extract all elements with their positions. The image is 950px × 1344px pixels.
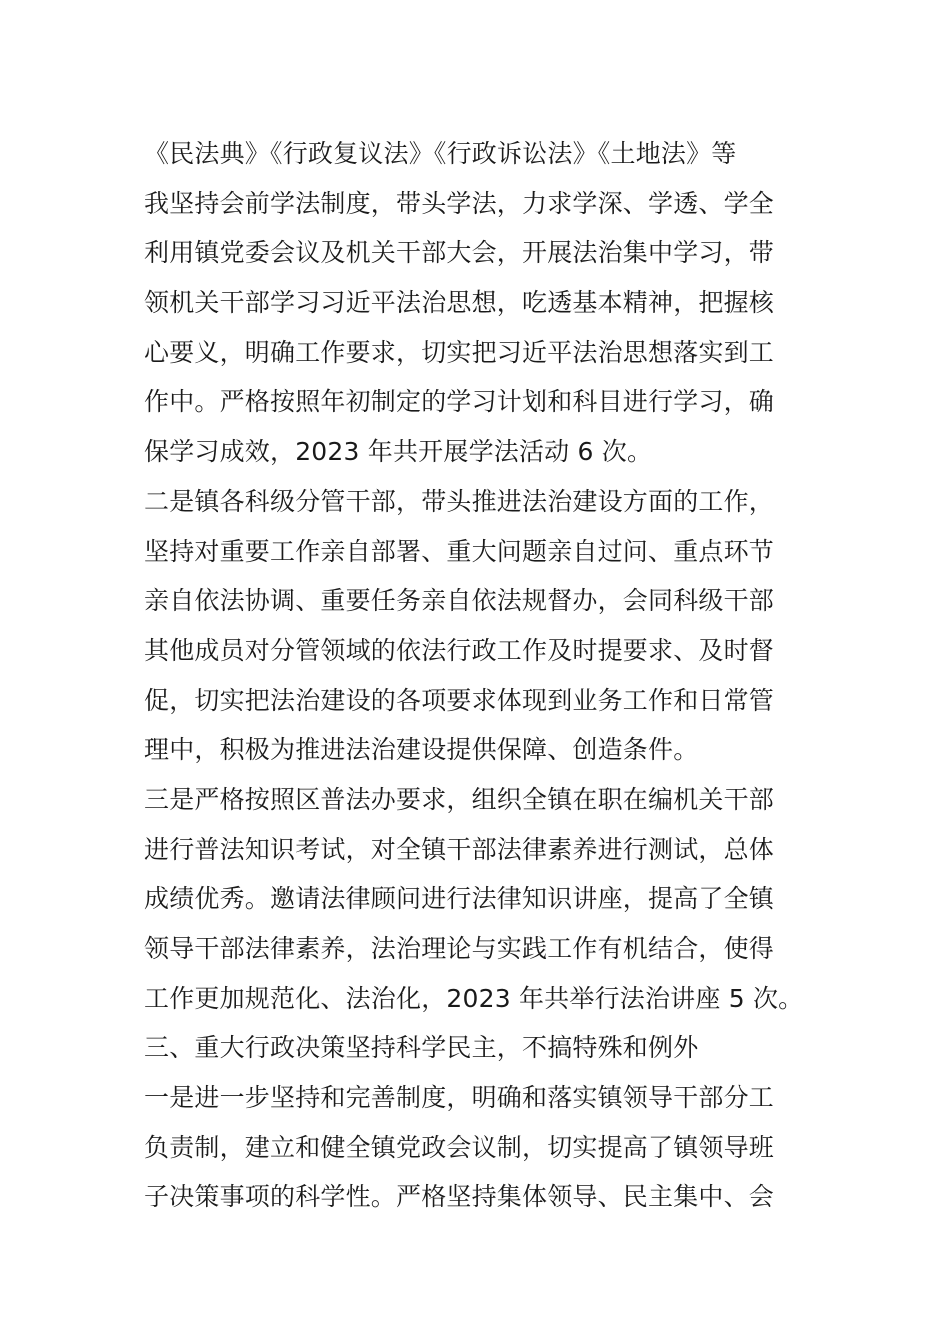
text-line: 工作更加规范化、法治化，2023 年共举行法治讲座 5 次。 xyxy=(144,983,804,1013)
text-line: 保学习成效，2023 年共开展学法活动 6 次。 xyxy=(144,437,653,467)
text-line: 其他成员对分管领域的依法行政工作及时提要求、及时督 xyxy=(144,635,775,665)
section-heading: 三、重大行政决策坚持科学民主，不搞特殊和例外 xyxy=(144,1033,699,1063)
text-line: 进行普法知识考试，对全镇干部法律素养进行测试，总体 xyxy=(144,834,775,864)
text-line: 一是进一步坚持和完善制度，明确和落实镇领导干部分工 xyxy=(144,1083,775,1113)
text-line: 亲自依法协调、重要任务亲自依法规督办，会同科级干部 xyxy=(144,586,775,616)
text-line: 负责制，建立和健全镇党政会议制，切实提高了镇领导班 xyxy=(144,1132,775,1162)
text-line: 三是严格按照区普法办要求，组织全镇在职在编机关干部 xyxy=(144,784,775,814)
text-line: 领机关干部学习习近平法治思想，吃透基本精神，把握核 xyxy=(144,288,775,318)
text-line: 成绩优秀。邀请法律顾问进行法律知识讲座，提高了全镇 xyxy=(144,884,775,914)
text-line: 坚持对重要工作亲自部署、重大问题亲自过问、重点环节 xyxy=(144,536,775,566)
text-line: 促，切实把法治建设的各项要求体现到业务工作和日常管 xyxy=(144,685,775,715)
text-line: 心要义，明确工作要求，切实把习近平法治思想落实到工 xyxy=(144,337,775,367)
text-line: 我坚持会前学法制度，带头学法，力求学深、学透、学全 xyxy=(144,188,775,218)
text-line: 领导干部法律素养，法治理论与实践工作有机结合，使得 xyxy=(144,934,775,963)
text-line: 二是镇各科级分管干部，带头推进法治建设方面的工作， xyxy=(144,486,775,516)
text-line: 《民法典》《行政复议法》《行政诉讼法》《土地法》等 xyxy=(144,139,737,168)
body-text xyxy=(144,129,810,1222)
text-line: 子决策事项的科学性。严格坚持集体领导、民主集中、会 xyxy=(144,1182,775,1212)
text-line: 作中。严格按照年初制定的学习计划和科目进行学习，确 xyxy=(144,387,775,417)
text-line: 理中，积极为推进法治建设提供保障、创造条件。 xyxy=(144,735,699,765)
text-line: 利用镇党委会议及机关干部大会，开展法治集中学习，带 xyxy=(144,238,775,268)
